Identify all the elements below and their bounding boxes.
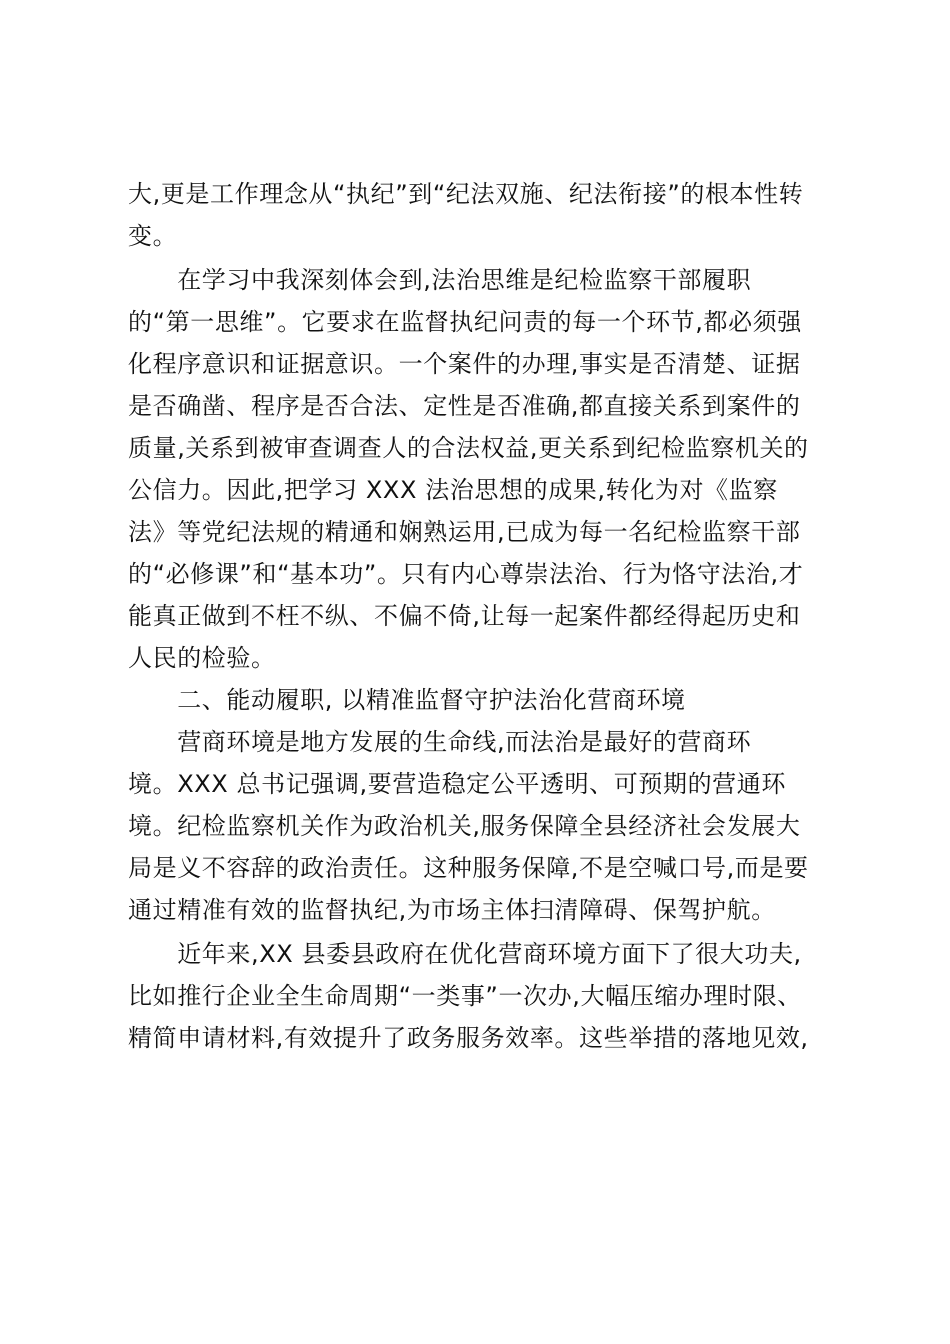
text-line: 人民的检验。 xyxy=(128,644,276,672)
text-line: 是否确凿、程序是否合法、定性是否准确,都直接关系到案件的 xyxy=(128,392,801,420)
text-line: 局是义不容辞的政治责任。这种服务保障,不是空喊口号,而是要 xyxy=(128,854,809,882)
text-line: 比如推行企业全生命周期“一类事”一次办,大幅压缩办理时限、 xyxy=(128,982,802,1010)
document-body xyxy=(128,173,833,1059)
text-line: 公信力。因此,把学习 XXX 法治思想的成果,转化为对《监察 xyxy=(128,476,778,504)
text-line: 的“第一思维”。它要求在监督执纪问责的每一个环节,都必须强 xyxy=(128,308,802,336)
text-line: 境。纪检监察机关作为政治机关,服务保障全县经济社会发展大 xyxy=(128,812,801,840)
text-line: 的“必修课”和“基本功”。只有内心尊崇法治、行为恪守法治,才 xyxy=(128,560,804,588)
text-line: 在学习中我深刻体会到,法治思维是纪检监察干部履职 xyxy=(128,266,752,294)
text-line: 化程序意识和证据意识。一个案件的办理,事实是否清楚、证据 xyxy=(128,350,801,378)
text-line: 通过精准有效的监督执纪,为市场主体扫清障碍、保驾护航。 xyxy=(128,896,776,924)
text-line: 近年来,XX 县委县政府在优化营商环境方面下了很大功夫, xyxy=(128,940,802,968)
text-line: 大,更是工作理念从“执纪”到“纪法双施、纪法衔接”的根本性转 xyxy=(128,180,804,208)
text-line: 境。XXX 总书记强调,要营造稳定公平透明、可预期的营通环 xyxy=(128,770,786,798)
text-line: 变。 xyxy=(128,222,178,250)
text-line: 质量,关系到被审查调查人的合法权益,更关系到纪检监察机关的 xyxy=(128,434,809,462)
text-line: 法》等党纪法规的精通和娴熟运用,已成为每一名纪检监察干部 xyxy=(128,518,801,546)
text-line: 营商环境是地方发展的生命线,而法治是最好的营商环 xyxy=(128,728,752,756)
section-heading: 二、能动履职, 以精准监督守护法治化营商环境 xyxy=(128,686,686,714)
text-line: 精简申请材料,有效提升了政务服务效率。这些举措的落地见效, xyxy=(128,1024,809,1052)
text-line: 能真正做到不枉不纵、不偏不倚,让每一起案件都经得起历史和 xyxy=(128,602,801,630)
